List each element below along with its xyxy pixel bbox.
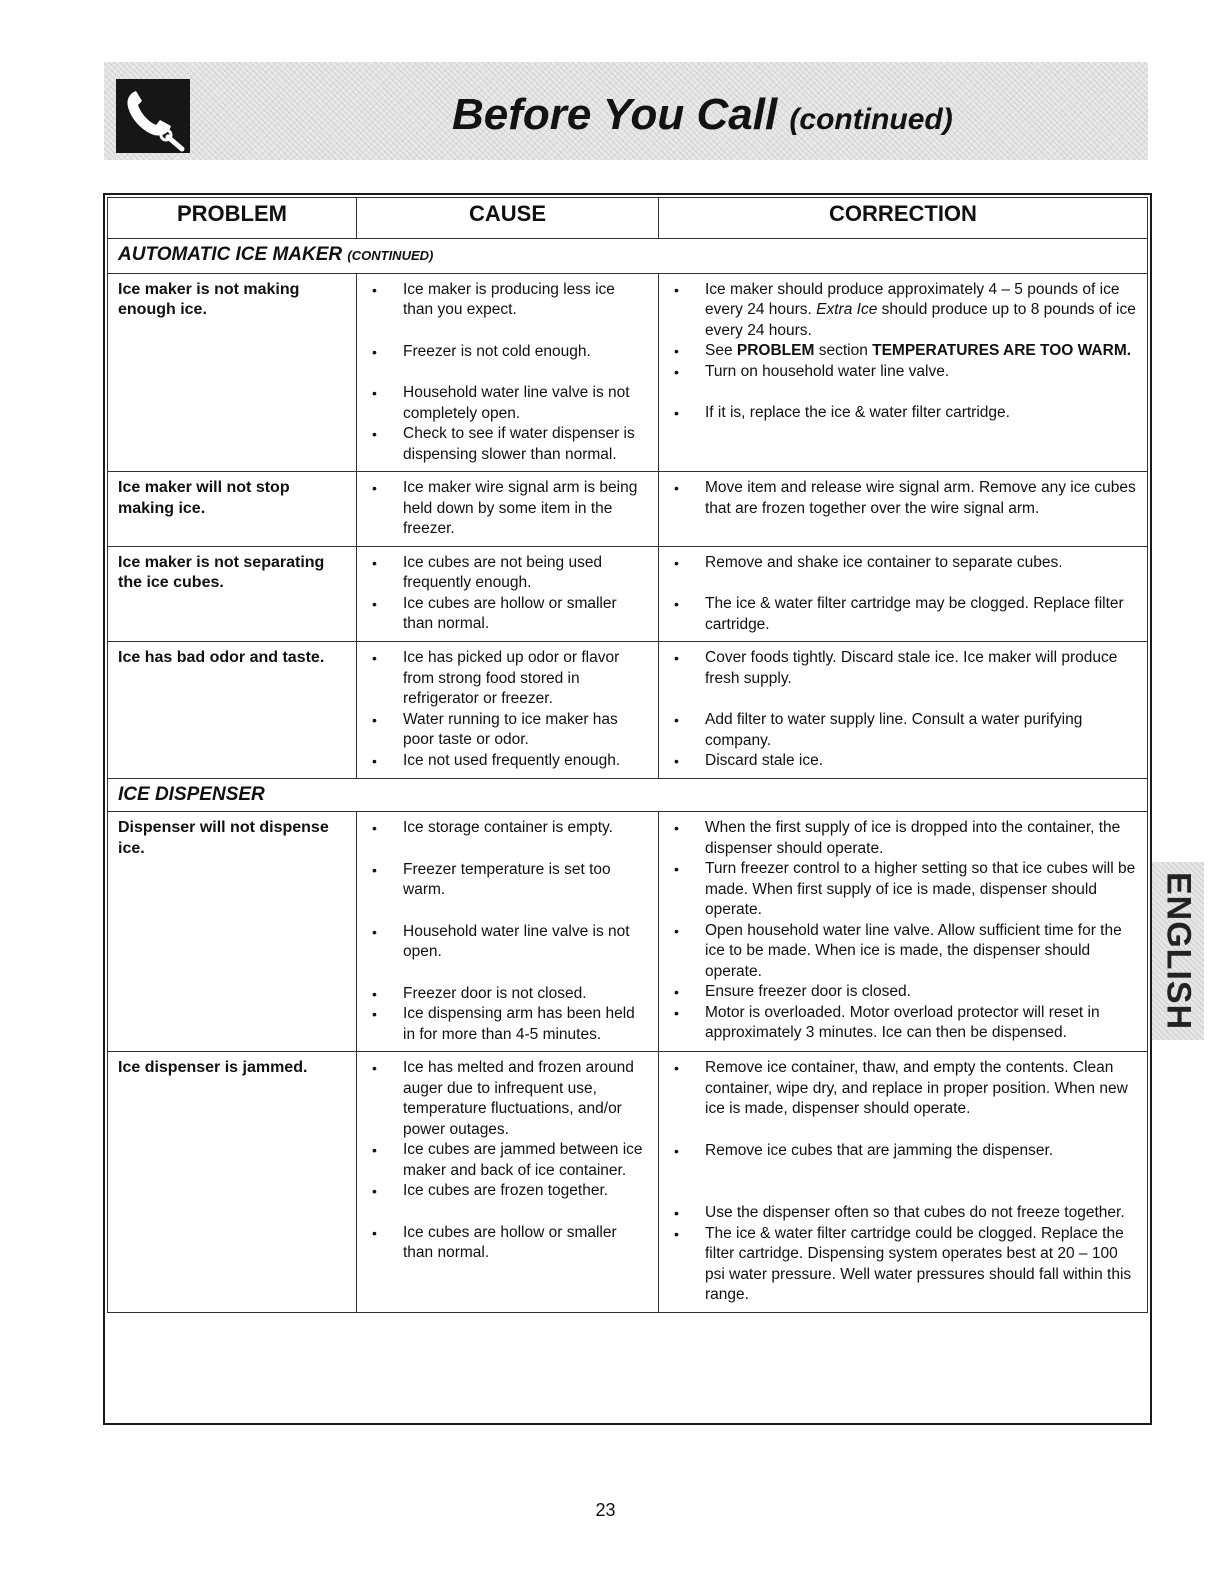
correction-item: • Cover foods tightly. Discard stale ice. Ice maker will produce fresh supply. <box>669 648 1137 689</box>
correction-text: section <box>814 342 873 359</box>
cause-item: • Freezer is not cold enough. <box>367 342 648 363</box>
column-header-problem: PROBLEM <box>108 198 357 239</box>
page-title-text: Before You Call <box>452 90 778 139</box>
table-row <box>108 812 1148 1052</box>
table-row <box>108 642 1148 779</box>
troubleshooting-table-frame <box>103 193 1152 1425</box>
column-header-correction: CORRECTION <box>659 198 1148 239</box>
section-row-ice-dispenser <box>108 778 1148 812</box>
correction-cell <box>659 642 1148 779</box>
cause-item: • Check to see if water dispenser is dispensing slower than normal. <box>367 424 648 465</box>
section-title-text: AUTOMATIC ICE MAKER <box>118 244 343 265</box>
correction-cell <box>659 273 1148 472</box>
section-subtitle: (CONTINUED) <box>347 248 434 263</box>
table-row <box>108 472 1148 547</box>
correction-emphasis: Extra Ice <box>816 301 878 318</box>
problem-cell: Ice maker is not making enough ice. <box>108 273 357 472</box>
problem-cell: Dispenser will not dispense ice. <box>108 812 357 1052</box>
cause-cell <box>357 546 659 642</box>
cause-cell <box>357 273 659 472</box>
cause-item: • Ice cubes are frozen together. <box>367 1181 648 1202</box>
correction-item: • Motor is overloaded. Motor overload protector will reset in approximately 3 minutes. Ice can then be dispensed. <box>669 1003 1137 1044</box>
problem-cell: Ice dispenser is jammed. <box>108 1052 357 1313</box>
cause-item: • Water running to ice maker has poor taste or odor. <box>367 710 648 751</box>
page-title-continued: (continued) <box>789 103 953 136</box>
correction-item: • Use the dispenser often so that cubes do not freeze together. <box>669 1203 1137 1224</box>
correction-text: See <box>705 342 737 359</box>
problem-cell: Ice has bad odor and taste. <box>108 642 357 779</box>
correction-item: • Ensure freezer door is closed. <box>669 982 1137 1003</box>
column-header-cause: CAUSE <box>357 198 659 239</box>
correction-item: • Add filter to water supply line. Consult a water purifying company. <box>669 710 1137 751</box>
correction-item: • Discard stale ice. <box>669 751 1137 772</box>
cause-item: • Freezer temperature is set too warm. <box>367 860 648 901</box>
correction-item <box>669 341 1137 362</box>
correction-item: • Remove ice cubes that are jamming the dispenser. <box>669 1141 1137 1162</box>
correction-item: • Remove ice container, thaw, and empty the contents. Clean container, wipe dry, and replace in proper position. When new ice is made, dispenser should operate. <box>669 1058 1137 1120</box>
cause-item: • Freezer door is not closed. <box>367 984 648 1005</box>
correction-text: Ice maker should produce approximately 4 – 5 pounds of ice every 24 hours. <box>705 280 1120 318</box>
cause-item: • Ice cubes are not being used frequently enough. <box>367 553 648 594</box>
cause-item: • Ice maker wire signal arm is being held down by some item in the freezer. <box>367 478 648 540</box>
correction-item: • Remove and shake ice container to separate cubes. <box>669 553 1137 574</box>
section-title-ice-maker <box>108 239 1148 274</box>
table-row <box>108 273 1148 472</box>
correction-item: • Turn on household water line valve. <box>669 362 1137 383</box>
cause-item: • Ice dispensing arm has been held in for more than 4-5 minutes. <box>367 1004 648 1045</box>
table-row <box>108 546 1148 642</box>
problem-cell: Ice maker will not stop making ice. <box>108 472 357 547</box>
language-tab-label: ENGLISH <box>1159 871 1198 1031</box>
correction-item <box>669 280 1137 342</box>
correction-item: • Open household water line valve. Allow sufficient time for the ice to be made. When ice is made, the dispenser should operate. <box>669 921 1137 983</box>
page-number: 23 <box>595 1500 616 1520</box>
cause-item: • Ice cubes are hollow or smaller than normal. <box>367 1223 648 1264</box>
cause-item: • Ice has picked up odor or flavor from strong food stored in refrigerator or freezer. <box>367 648 648 710</box>
section-row-ice-maker <box>108 239 1148 274</box>
correction-item: • When the first supply of ice is dropped into the container, the dispenser should operate. <box>669 818 1137 859</box>
cause-item: • Household water line valve is not completely open. <box>367 383 648 424</box>
cause-item: • Ice cubes are hollow or smaller than normal. <box>367 594 648 635</box>
cause-item: • Ice not used frequently enough. <box>367 751 648 772</box>
cause-item: • Ice maker is producing less ice than you expect. <box>367 280 648 321</box>
section-title-ice-dispenser: ICE DISPENSER <box>108 778 1148 812</box>
table-header-row <box>108 198 1148 239</box>
correction-item: • If it is, replace the ice & water filter cartridge. <box>669 403 1137 424</box>
table-row <box>108 1052 1148 1313</box>
correction-bold: TEMPERATURES ARE TOO WARM. <box>872 342 1132 359</box>
correction-cell <box>659 472 1148 547</box>
phone-wrench-icon <box>116 79 190 153</box>
cause-item: • Ice storage container is empty. <box>367 818 648 839</box>
cause-item: • Household water line valve is not open. <box>367 922 648 963</box>
cause-cell <box>357 812 659 1052</box>
correction-cell <box>659 546 1148 642</box>
cause-cell <box>357 642 659 779</box>
correction-bold: PROBLEM <box>736 342 815 359</box>
cause-item: • Ice has melted and frozen around auger due to infrequent use, temperature fluctuations, and/or power outages. <box>367 1058 648 1140</box>
cause-cell <box>357 1052 659 1313</box>
problem-cell: Ice maker is not separating the ice cubes. <box>108 546 357 642</box>
correction-cell <box>659 812 1148 1052</box>
correction-item: • Turn freezer control to a higher setting so that ice cubes will be made. When first supply of ice is made, dispenser should operate. <box>669 859 1137 921</box>
cause-item: • Ice cubes are jammed between ice maker and back of ice container. <box>367 1140 648 1181</box>
correction-text: should produce up to 8 pounds of ice every 24 hours. <box>705 301 1136 339</box>
page-title <box>452 90 953 140</box>
cause-cell <box>357 472 659 547</box>
correction-item: • The ice & water filter cartridge could be clogged. Replace the filter cartridge. Dispensing system operates best at 20 – 100 psi water pressure. Well water pressures should fall within this range. <box>669 1224 1137 1306</box>
correction-item: • The ice & water filter cartridge may be clogged. Replace filter cartridge. <box>669 594 1137 635</box>
troubleshooting-table <box>107 197 1148 1313</box>
correction-cell <box>659 1052 1148 1313</box>
correction-item: • Move item and release wire signal arm. Remove any ice cubes that are frozen together over the wire signal arm. <box>669 478 1137 519</box>
